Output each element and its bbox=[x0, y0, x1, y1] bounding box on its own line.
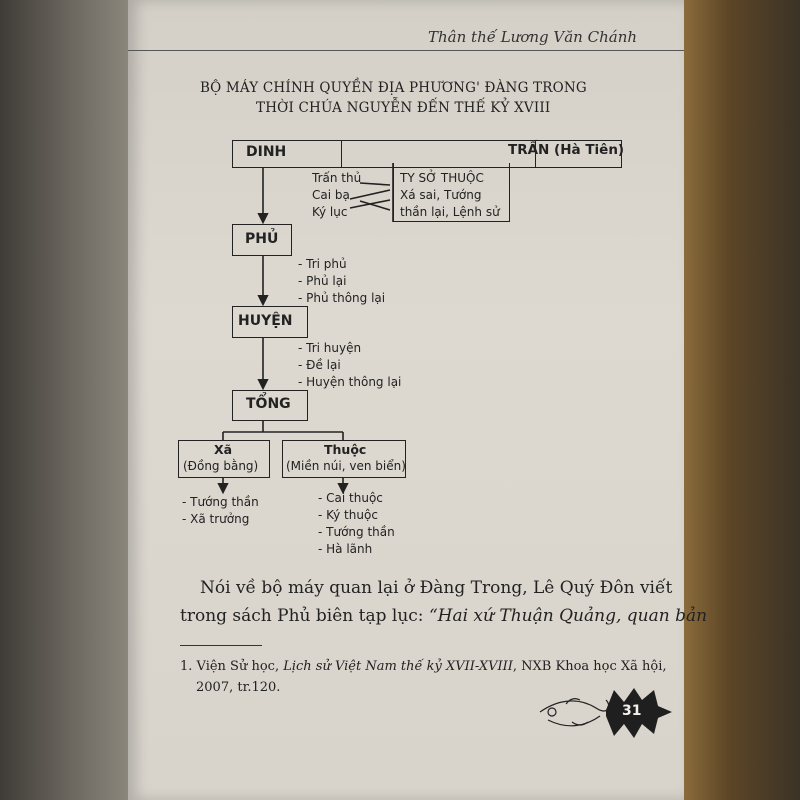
ty-so-thuoc-line3: thần lại, Lệnh sử bbox=[400, 205, 500, 219]
ty-so-thuoc-line2: Xá sai, Tướng bbox=[400, 188, 482, 202]
thuoc-official-4: - Hà lãnh bbox=[318, 542, 373, 556]
body-line-2-plain: trong sách Phủ biên tạp lục: bbox=[180, 606, 429, 626]
footnote-publisher: , NXB Khoa học Xã hội, bbox=[512, 659, 667, 674]
footnote-source: 1. Viện Sử học, bbox=[180, 659, 284, 674]
thuoc-sublabel: (Miền núi, ven biển) bbox=[286, 459, 406, 473]
phu-label: PHỦ bbox=[245, 231, 279, 247]
book-page bbox=[128, 0, 708, 800]
dinh-official-2: Cai bạ bbox=[312, 188, 350, 202]
book-cover-edge bbox=[682, 0, 800, 800]
xa-official-2: - Xã trưởng bbox=[182, 512, 250, 526]
huyen-label: HUYỆN bbox=[238, 313, 293, 329]
thuoc-official-3: - Tướng thần bbox=[318, 525, 395, 539]
thuoc-official-2: - Ký thuộc bbox=[318, 508, 378, 522]
phu-official-1: - Tri phủ bbox=[298, 257, 347, 271]
xa-label: Xã bbox=[214, 442, 233, 457]
dinh-official-3: Ký lục bbox=[312, 205, 348, 219]
thuoc-official-1: - Cai thuộc bbox=[318, 491, 383, 505]
footnote-line-2: 2007, tr.120. bbox=[196, 680, 281, 695]
body-line-2-quote: “Hai xứ Thuận Quảng, quan bản bbox=[428, 606, 708, 626]
diagram-title-line1: BỘ MÁY CHÍNH QUYỀN ĐỊA PHƯƠNG' ĐÀNG TRONG bbox=[200, 80, 587, 96]
dinh-official-1: Trấn thủ bbox=[312, 171, 362, 185]
page-number-ornament bbox=[128, 0, 684, 800]
thuoc-label: Thuộc bbox=[324, 442, 367, 457]
running-head: Thân thế Lương Văn Chánh bbox=[428, 28, 638, 46]
body-line-1: Nói về bộ máy quan lại ở Đàng Trong, Lê Quý Đôn viết bbox=[200, 578, 673, 598]
xa-sublabel: (Đồng bằng) bbox=[183, 459, 259, 473]
phu-official-3: - Phủ thông lại bbox=[298, 291, 386, 305]
ty-so-thuoc-title: TY SỞ THUỘC bbox=[400, 171, 484, 185]
page-number: 31 bbox=[622, 703, 642, 719]
huyen-official-3: - Huyện thông lại bbox=[298, 375, 402, 389]
diagram-title-line2: THỜI CHÚA NGUYỄN ĐẾN THẾ KỶ XVIII bbox=[256, 100, 551, 116]
tong-label: TỔNG bbox=[246, 396, 291, 412]
tran-label: TRẤN (Hà Tiên) bbox=[508, 142, 625, 158]
footnote-book-title: Lịch sử Việt Nam thế kỷ XVII-XVIII bbox=[283, 659, 513, 674]
xa-official-1: - Tướng thần bbox=[182, 495, 259, 509]
book-spine-shadow bbox=[0, 0, 128, 800]
huyen-official-2: - Đề lại bbox=[298, 358, 341, 372]
phu-official-2: - Phủ lại bbox=[298, 274, 347, 288]
huyen-official-1: - Tri huyện bbox=[298, 341, 362, 355]
dinh-label: DINH bbox=[246, 144, 287, 160]
